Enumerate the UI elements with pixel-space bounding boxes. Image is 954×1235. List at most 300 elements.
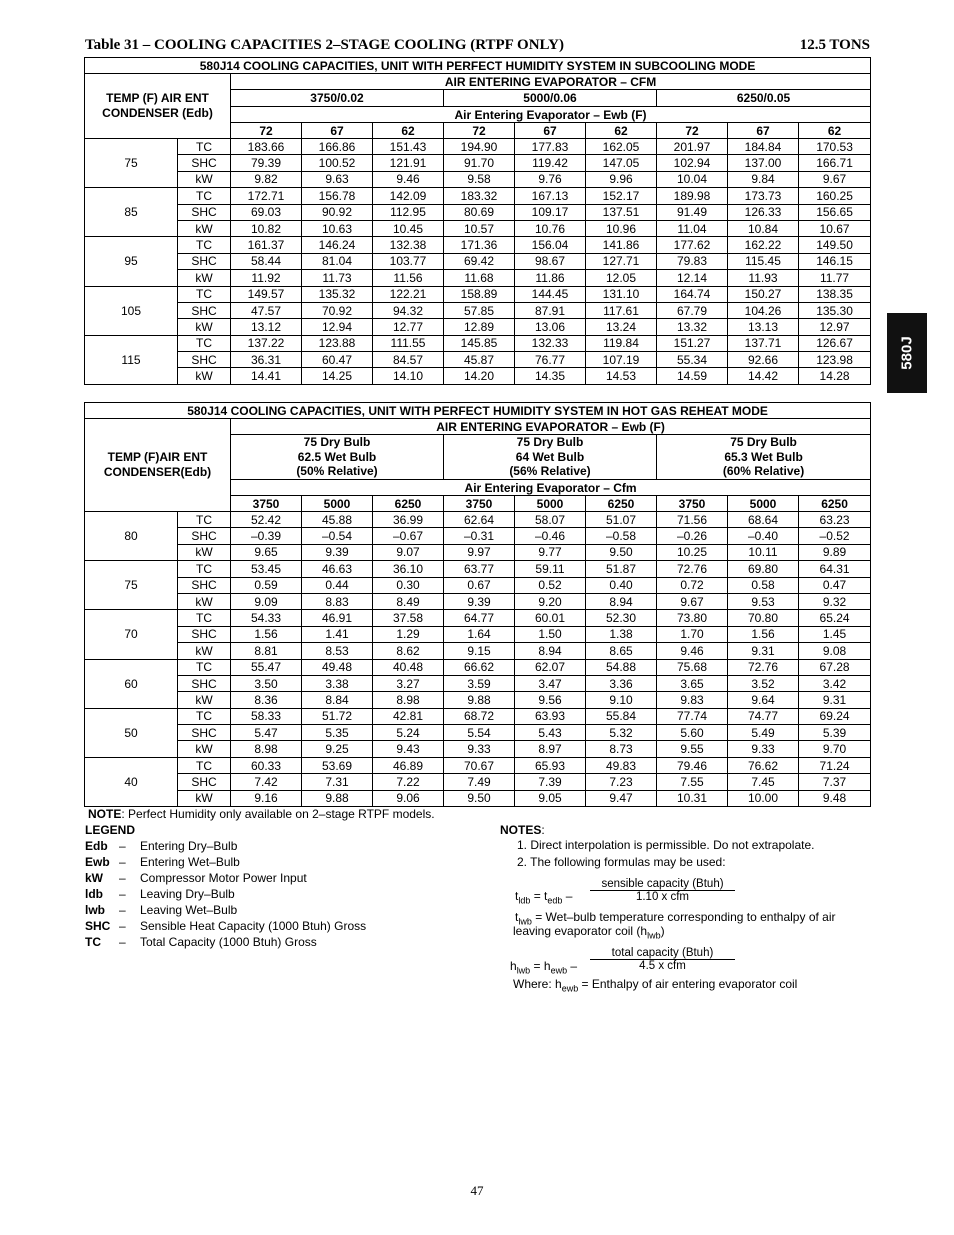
- table-row: [85, 335, 871, 351]
- value-cell: 5.39: [799, 725, 871, 741]
- value-cell: 9.15: [444, 643, 515, 659]
- row-label: SHC: [178, 204, 231, 220]
- value-cell: 49.83: [586, 757, 657, 773]
- value-cell: 69.80: [728, 561, 799, 577]
- group-line: 75 Dry Bulb: [516, 435, 584, 450]
- value-cell: 54.33: [231, 610, 302, 626]
- value-cell: 12.94: [302, 319, 373, 335]
- value-cell: 135.32: [302, 286, 373, 302]
- table-row: [85, 352, 871, 368]
- legend-item: [85, 919, 367, 935]
- group-line: (50% Relative): [296, 464, 378, 479]
- value-cell: 9.76: [515, 171, 586, 187]
- formula-lwb: $t_{lwb}$ = Wet–bulb temperature corresponding to enthalpy of air: [515, 910, 836, 927]
- value-cell: 149.50: [799, 237, 871, 253]
- legend-desc: Total Capacity (1000 Btuh) Gross: [140, 935, 317, 949]
- value-cell: 127.71: [586, 253, 657, 269]
- value-cell: 13.24: [586, 319, 657, 335]
- value-cell: 151.27: [657, 335, 728, 351]
- formula-where: Where: $h_{ewb}$ = Enthalpy of air entering evaporator coil: [513, 977, 798, 994]
- value-cell: 10.57: [444, 220, 515, 236]
- group-line: (60% Relative): [722, 464, 805, 479]
- value-cell: 147.05: [586, 155, 657, 171]
- value-cell: 91.49: [657, 204, 728, 220]
- value-cell: 183.32: [444, 188, 515, 204]
- cfm-group: 6250/0.05: [657, 90, 871, 107]
- value-cell: 156.04: [515, 237, 586, 253]
- value-cell: 7.23: [586, 774, 657, 790]
- column-header: 72: [231, 123, 302, 139]
- value-cell: 10.00: [728, 790, 799, 806]
- value-cell: 100.52: [302, 155, 373, 171]
- value-cell: 12.77: [373, 319, 444, 335]
- value-cell: 0.67: [444, 577, 515, 593]
- value-cell: 123.88: [302, 335, 373, 351]
- value-cell: 8.84: [302, 692, 373, 708]
- temp-cell: 75: [85, 561, 178, 610]
- value-cell: 171.36: [444, 237, 515, 253]
- table-row: [85, 626, 871, 642]
- value-cell: 9.31: [799, 692, 871, 708]
- value-cell: 0.40: [586, 577, 657, 593]
- value-cell: 53.69: [302, 757, 373, 773]
- value-cell: 9.46: [373, 171, 444, 187]
- row-label: TC: [178, 286, 231, 302]
- value-cell: 72.76: [728, 659, 799, 675]
- value-cell: 13.13: [728, 319, 799, 335]
- value-cell: 11.93: [728, 270, 799, 286]
- value-cell: 81.04: [302, 253, 373, 269]
- value-cell: 36.10: [373, 561, 444, 577]
- value-cell: 14.41: [231, 368, 302, 384]
- value-cell: 111.55: [373, 335, 444, 351]
- value-cell: 201.97: [657, 139, 728, 155]
- table-row: [85, 220, 871, 236]
- value-cell: 170.53: [799, 139, 871, 155]
- value-cell: 1.29: [373, 626, 444, 642]
- table-row: [85, 512, 871, 528]
- value-cell: 66.62: [444, 659, 515, 675]
- column-header: 67: [515, 123, 586, 139]
- value-cell: 76.77: [515, 352, 586, 368]
- value-cell: 10.11: [728, 544, 799, 560]
- legend-dash: –: [119, 935, 126, 949]
- value-cell: –0.26: [657, 528, 728, 544]
- table-row: [85, 302, 871, 318]
- value-cell: 9.65: [231, 544, 302, 560]
- value-cell: 9.07: [373, 544, 444, 560]
- value-cell: 8.94: [515, 643, 586, 659]
- column-header: 5000: [728, 496, 799, 512]
- value-cell: 102.94: [657, 155, 728, 171]
- value-cell: 14.53: [586, 368, 657, 384]
- table-row: [85, 774, 871, 790]
- row-label: TC: [178, 610, 231, 626]
- value-cell: 55.84: [586, 708, 657, 724]
- value-cell: 112.95: [373, 204, 444, 220]
- value-cell: 184.84: [728, 139, 799, 155]
- legend-dash: –: [119, 903, 126, 917]
- legend-item: [85, 887, 235, 903]
- value-cell: 104.26: [728, 302, 799, 318]
- group-line: 62.5 Wet Bulb: [297, 449, 377, 464]
- value-cell: 14.28: [799, 368, 871, 384]
- value-cell: 64.77: [444, 610, 515, 626]
- value-cell: 1.50: [515, 626, 586, 642]
- value-cell: 58.07: [515, 512, 586, 528]
- legend-key: SHC: [85, 919, 111, 933]
- value-cell: 8.81: [231, 643, 302, 659]
- value-cell: 5.49: [728, 725, 799, 741]
- value-cell: 115.45: [728, 253, 799, 269]
- value-cell: 7.45: [728, 774, 799, 790]
- value-cell: 9.58: [444, 171, 515, 187]
- column-header: 62: [586, 123, 657, 139]
- value-cell: 119.42: [515, 155, 586, 171]
- table-row: [85, 577, 871, 593]
- value-cell: 9.06: [373, 790, 444, 806]
- legend-desc: Leaving Dry–Bulb: [140, 887, 235, 901]
- value-cell: 60.33: [231, 757, 302, 773]
- value-cell: 42.81: [373, 708, 444, 724]
- row-label: kW: [178, 368, 231, 384]
- value-cell: 45.87: [444, 352, 515, 368]
- value-cell: 7.39: [515, 774, 586, 790]
- value-cell: 5.54: [444, 725, 515, 741]
- hot-gas-reheat-table: [84, 402, 871, 807]
- row-label: TC: [178, 237, 231, 253]
- value-cell: 1.45: [799, 626, 871, 642]
- value-cell: 12.05: [586, 270, 657, 286]
- value-cell: 122.21: [373, 286, 444, 302]
- value-cell: 12.97: [799, 319, 871, 335]
- temp-cell: 70: [85, 610, 178, 659]
- table-row: [85, 790, 871, 806]
- value-cell: 149.57: [231, 286, 302, 302]
- value-cell: 117.61: [586, 302, 657, 318]
- value-cell: 51.87: [586, 561, 657, 577]
- value-cell: 51.07: [586, 512, 657, 528]
- value-cell: 107.19: [586, 352, 657, 368]
- value-cell: 92.66: [728, 352, 799, 368]
- value-cell: 46.91: [302, 610, 373, 626]
- value-cell: 53.45: [231, 561, 302, 577]
- value-cell: 166.86: [302, 139, 373, 155]
- value-cell: 46.89: [373, 757, 444, 773]
- value-cell: 68.72: [444, 708, 515, 724]
- note-label: NOTE: [88, 807, 122, 821]
- value-cell: 162.22: [728, 237, 799, 253]
- legend-item: [85, 839, 238, 855]
- table-row: [85, 253, 871, 269]
- value-cell: 9.67: [657, 593, 728, 609]
- temp-cell: 105: [85, 286, 178, 335]
- value-cell: 9.67: [799, 171, 871, 187]
- value-cell: 0.72: [657, 577, 728, 593]
- column-header: 72: [657, 123, 728, 139]
- value-cell: 8.83: [302, 593, 373, 609]
- value-cell: 8.94: [586, 593, 657, 609]
- page-number: 47: [470, 1183, 484, 1198]
- value-cell: 1.70: [657, 626, 728, 642]
- legend: [85, 823, 367, 951]
- section-tab-label: 580J: [898, 336, 916, 370]
- value-cell: 74.77: [728, 708, 799, 724]
- value-cell: 62.07: [515, 659, 586, 675]
- value-cell: 13.12: [231, 319, 302, 335]
- value-cell: 79.39: [231, 155, 302, 171]
- table-row: [85, 286, 871, 302]
- value-cell: 55.47: [231, 659, 302, 675]
- value-cell: 1.64: [444, 626, 515, 642]
- column-header: 6250: [586, 496, 657, 512]
- value-cell: 90.92: [302, 204, 373, 220]
- table-row: [85, 544, 871, 560]
- value-cell: 9.31: [728, 643, 799, 659]
- column-header: 3750: [231, 496, 302, 512]
- group-line: 75 Dry Bulb: [730, 435, 797, 450]
- value-cell: 14.35: [515, 368, 586, 384]
- table-row: [85, 139, 871, 155]
- value-cell: 8.73: [586, 741, 657, 757]
- value-cell: 67.28: [799, 659, 871, 675]
- temp-cell: 75: [85, 139, 178, 188]
- value-cell: 14.20: [444, 368, 515, 384]
- value-cell: 14.25: [302, 368, 373, 384]
- value-cell: 11.68: [444, 270, 515, 286]
- value-cell: 9.88: [302, 790, 373, 806]
- value-cell: 10.82: [231, 220, 302, 236]
- table-row: [85, 692, 871, 708]
- column-header: 72: [444, 123, 515, 139]
- legend-item: [85, 855, 240, 871]
- value-cell: –0.46: [515, 528, 586, 544]
- value-cell: 109.17: [515, 204, 586, 220]
- row-label: kW: [178, 544, 231, 560]
- formula-ldb-lhs: $t_{ldb} = t_{edb}$ –: [515, 889, 573, 906]
- value-cell: 126.67: [799, 335, 871, 351]
- value-cell: 3.50: [231, 675, 302, 691]
- table-row: [85, 593, 871, 609]
- value-cell: 5.47: [231, 725, 302, 741]
- value-cell: 5.32: [586, 725, 657, 741]
- value-cell: 11.04: [657, 220, 728, 236]
- legend-key: kW: [85, 871, 103, 885]
- value-cell: 72.76: [657, 561, 728, 577]
- table-row: [85, 708, 871, 724]
- value-cell: 58.33: [231, 708, 302, 724]
- row-label: TC: [178, 757, 231, 773]
- row-label: TC: [178, 188, 231, 204]
- row-label: SHC: [178, 675, 231, 691]
- value-cell: 54.88: [586, 659, 657, 675]
- value-cell: 150.27: [728, 286, 799, 302]
- value-cell: 9.56: [515, 692, 586, 708]
- value-cell: 146.15: [799, 253, 871, 269]
- value-cell: 132.33: [515, 335, 586, 351]
- value-cell: 71.56: [657, 512, 728, 528]
- value-cell: 172.71: [231, 188, 302, 204]
- value-cell: 9.70: [799, 741, 871, 757]
- temp-cell: 80: [85, 512, 178, 561]
- legend-desc: Compressor Motor Power Input: [140, 871, 307, 885]
- legend-heading: LEGEND: [85, 823, 136, 837]
- temp-header: TEMP (F) AIR ENT CONDENSER (Edb): [85, 74, 231, 139]
- value-cell: 9.33: [728, 741, 799, 757]
- legend-key: Edb: [85, 839, 108, 853]
- legend-desc: Entering Wet–Bulb: [140, 855, 240, 869]
- table-caption: 580J14 COOLING CAPACITIES, UNIT WITH PERFECT HUMIDITY SYSTEM IN SUBCOOLING MODE: [85, 58, 871, 74]
- value-cell: 8.98: [231, 741, 302, 757]
- value-cell: 10.76: [515, 220, 586, 236]
- value-cell: 9.50: [586, 544, 657, 560]
- value-cell: 1.56: [231, 626, 302, 642]
- temp-cell: 40: [85, 757, 178, 806]
- value-cell: 46.63: [302, 561, 373, 577]
- column-header: 3750: [444, 496, 515, 512]
- value-cell: 12.89: [444, 319, 515, 335]
- value-cell: 142.09: [373, 188, 444, 204]
- value-cell: 3.65: [657, 675, 728, 691]
- row-label: TC: [178, 335, 231, 351]
- cfm-subheader: Air Entering Evaporator – Cfm: [231, 480, 871, 496]
- air-entering-header: AIR ENTERING EVAPORATOR – Ewb (F): [231, 419, 871, 435]
- value-cell: 37.58: [373, 610, 444, 626]
- air-entering-header: AIR ENTERING EVAPORATOR – CFM: [231, 74, 871, 90]
- temp-cell: 50: [85, 708, 178, 757]
- value-cell: 14.59: [657, 368, 728, 384]
- section-tab: [887, 313, 927, 393]
- value-cell: 156.65: [799, 204, 871, 220]
- value-cell: 9.48: [799, 790, 871, 806]
- ldb-denominator: 1.10 x cfm: [635, 891, 690, 903]
- group-line: 64 Wet Bulb: [515, 449, 585, 464]
- value-cell: 138.35: [799, 286, 871, 302]
- value-cell: 9.53: [728, 593, 799, 609]
- value-cell: 60.01: [515, 610, 586, 626]
- value-cell: 9.83: [657, 692, 728, 708]
- value-cell: 7.49: [444, 774, 515, 790]
- group-line: (56% Relative): [509, 464, 591, 479]
- column-header: 3750: [657, 496, 728, 512]
- hlwb-numerator: total capacity (Btuh): [590, 947, 735, 960]
- table-row: [85, 528, 871, 544]
- value-cell: –0.52: [799, 528, 871, 544]
- value-cell: 160.25: [799, 188, 871, 204]
- value-cell: 144.45: [515, 286, 586, 302]
- cfm-group: 3750/0.02: [231, 90, 444, 107]
- row-label: SHC: [178, 774, 231, 790]
- value-cell: 8.62: [373, 643, 444, 659]
- value-cell: 13.06: [515, 319, 586, 335]
- subcooling-table: [84, 57, 871, 385]
- table-row: [85, 171, 871, 187]
- row-label: kW: [178, 741, 231, 757]
- value-cell: 87.91: [515, 302, 586, 318]
- table-row: [85, 659, 871, 675]
- table-row: [85, 319, 871, 335]
- legend-dash: –: [119, 919, 126, 933]
- value-cell: 8.65: [586, 643, 657, 659]
- value-cell: 3.52: [728, 675, 799, 691]
- bulb-group: [657, 435, 871, 480]
- value-cell: 121.91: [373, 155, 444, 171]
- value-cell: –0.39: [231, 528, 302, 544]
- value-cell: 7.37: [799, 774, 871, 790]
- value-cell: 67.79: [657, 302, 728, 318]
- formula-ldb-fraction: [590, 878, 735, 903]
- table-row: [85, 741, 871, 757]
- table-row: [85, 757, 871, 773]
- table-row: [85, 643, 871, 659]
- value-cell: 57.85: [444, 302, 515, 318]
- legend-item: [85, 903, 238, 919]
- value-cell: 10.84: [728, 220, 799, 236]
- value-cell: 9.89: [799, 544, 871, 560]
- legend-dash: –: [119, 887, 126, 901]
- value-cell: 0.52: [515, 577, 586, 593]
- value-cell: 40.48: [373, 659, 444, 675]
- value-cell: 123.98: [799, 352, 871, 368]
- value-cell: 14.42: [728, 368, 799, 384]
- value-cell: 8.49: [373, 593, 444, 609]
- value-cell: 151.43: [373, 139, 444, 155]
- value-cell: 76.62: [728, 757, 799, 773]
- value-cell: 8.97: [515, 741, 586, 757]
- value-cell: 9.46: [657, 643, 728, 659]
- value-cell: 52.42: [231, 512, 302, 528]
- value-cell: 9.63: [302, 171, 373, 187]
- value-cell: 9.10: [586, 692, 657, 708]
- value-cell: 9.55: [657, 741, 728, 757]
- legend-desc: Entering Dry–Bulb: [140, 839, 238, 853]
- row-label: SHC: [178, 302, 231, 318]
- value-cell: 84.57: [373, 352, 444, 368]
- value-cell: 1.38: [586, 626, 657, 642]
- legend-dash: –: [119, 839, 126, 853]
- value-cell: 9.50: [444, 790, 515, 806]
- value-cell: 164.74: [657, 286, 728, 302]
- formula-hlwb-fraction: [590, 947, 735, 972]
- table-row: [85, 368, 871, 384]
- formula-hlwb-lhs: $h_{lwb} = h_{ewb}$ –: [510, 959, 578, 976]
- value-cell: –0.67: [373, 528, 444, 544]
- value-cell: 9.43: [373, 741, 444, 757]
- value-cell: 70.67: [444, 757, 515, 773]
- value-cell: 3.47: [515, 675, 586, 691]
- value-cell: 77.74: [657, 708, 728, 724]
- table-row: [85, 237, 871, 253]
- value-cell: 64.31: [799, 561, 871, 577]
- value-cell: 36.99: [373, 512, 444, 528]
- value-cell: 55.34: [657, 352, 728, 368]
- table-row: [85, 204, 871, 220]
- value-cell: 59.11: [515, 561, 586, 577]
- value-cell: 5.35: [302, 725, 373, 741]
- value-cell: 0.30: [373, 577, 444, 593]
- value-cell: 69.24: [799, 708, 871, 724]
- value-cell: 156.78: [302, 188, 373, 204]
- row-label: SHC: [178, 528, 231, 544]
- value-cell: 146.24: [302, 237, 373, 253]
- legend-desc: Sensible Heat Capacity (1000 Btuh) Gross: [140, 919, 367, 933]
- row-label: TC: [178, 561, 231, 577]
- table-row: [85, 725, 871, 741]
- row-label: TC: [178, 139, 231, 155]
- value-cell: 45.88: [302, 512, 373, 528]
- value-cell: 1.56: [728, 626, 799, 642]
- column-header: 67: [302, 123, 373, 139]
